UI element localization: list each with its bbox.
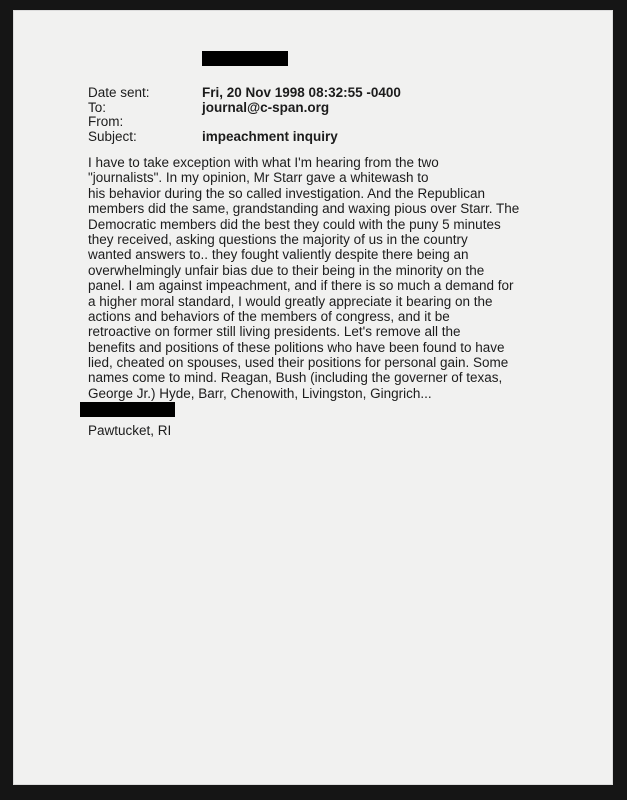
body-line: overwhelmingly unfair bias due to their being in the minority on the: [88, 262, 485, 278]
body-line: lied, cheated on spouses, used their positions for personal gain. Some: [88, 355, 509, 371]
body-line: actions and behaviors of the members of congress, and it be: [88, 308, 450, 324]
header-row-to: [88, 101, 568, 116]
header-row-date: [88, 86, 568, 101]
body-line: benefits and positions of these politions who have been found to have: [88, 339, 505, 355]
header-row-subject: [88, 130, 568, 145]
signature-location: Pawtucket, RI: [88, 423, 172, 438]
email-header: [88, 86, 568, 144]
redaction-bar-sender: [202, 51, 288, 66]
header-value-to: journal@c-span.org: [202, 99, 330, 115]
body-line: George Jr.) Hyde, Barr, Chenowith, Livingston, Gingrich...: [88, 385, 432, 401]
header-row-from: [88, 115, 568, 130]
header-label: Date sent:: [88, 85, 150, 100]
body-line: Democratic members did the best they could with the puny 5 minutes: [88, 216, 501, 232]
body-line: his behavior during the so called investigation. And the Republican: [88, 185, 486, 201]
body-line: names come to mind. Reagan, Bush (including the governer of texas,: [88, 370, 503, 386]
header-label: To:: [88, 99, 107, 115]
header-value-subject: impeachment inquiry: [202, 128, 338, 144]
body-line: panel. I am against impeachment, and if there is so much a demand for: [88, 278, 514, 294]
redaction-bar-signature: [80, 402, 175, 417]
body-line: a higher moral standard, I would greatly appreciate it bearing on the: [88, 293, 493, 309]
header-value-date: Fri, 20 Nov 1998 08:32:55 -0400: [202, 85, 401, 100]
email-body: [88, 155, 588, 401]
header-label: Subject:: [88, 128, 137, 144]
header-label: From:: [88, 114, 124, 129]
body-line: I have to take exception with what I'm hearing from the two: [88, 155, 439, 170]
body-line: members did the same, grandstanding and waxing pious over Starr. The: [88, 201, 520, 217]
body-line: they received, asking questions the majority of us in the country: [88, 231, 468, 247]
body-line: retroactive on former still living presidents. Let's remove all the: [88, 324, 461, 340]
body-line: wanted answers to.. they fought valiently despite there being an: [88, 247, 469, 263]
body-line: "journalists". In my opinion, Mr Starr gave a whitewash to: [88, 170, 429, 186]
document-page: [13, 10, 613, 785]
